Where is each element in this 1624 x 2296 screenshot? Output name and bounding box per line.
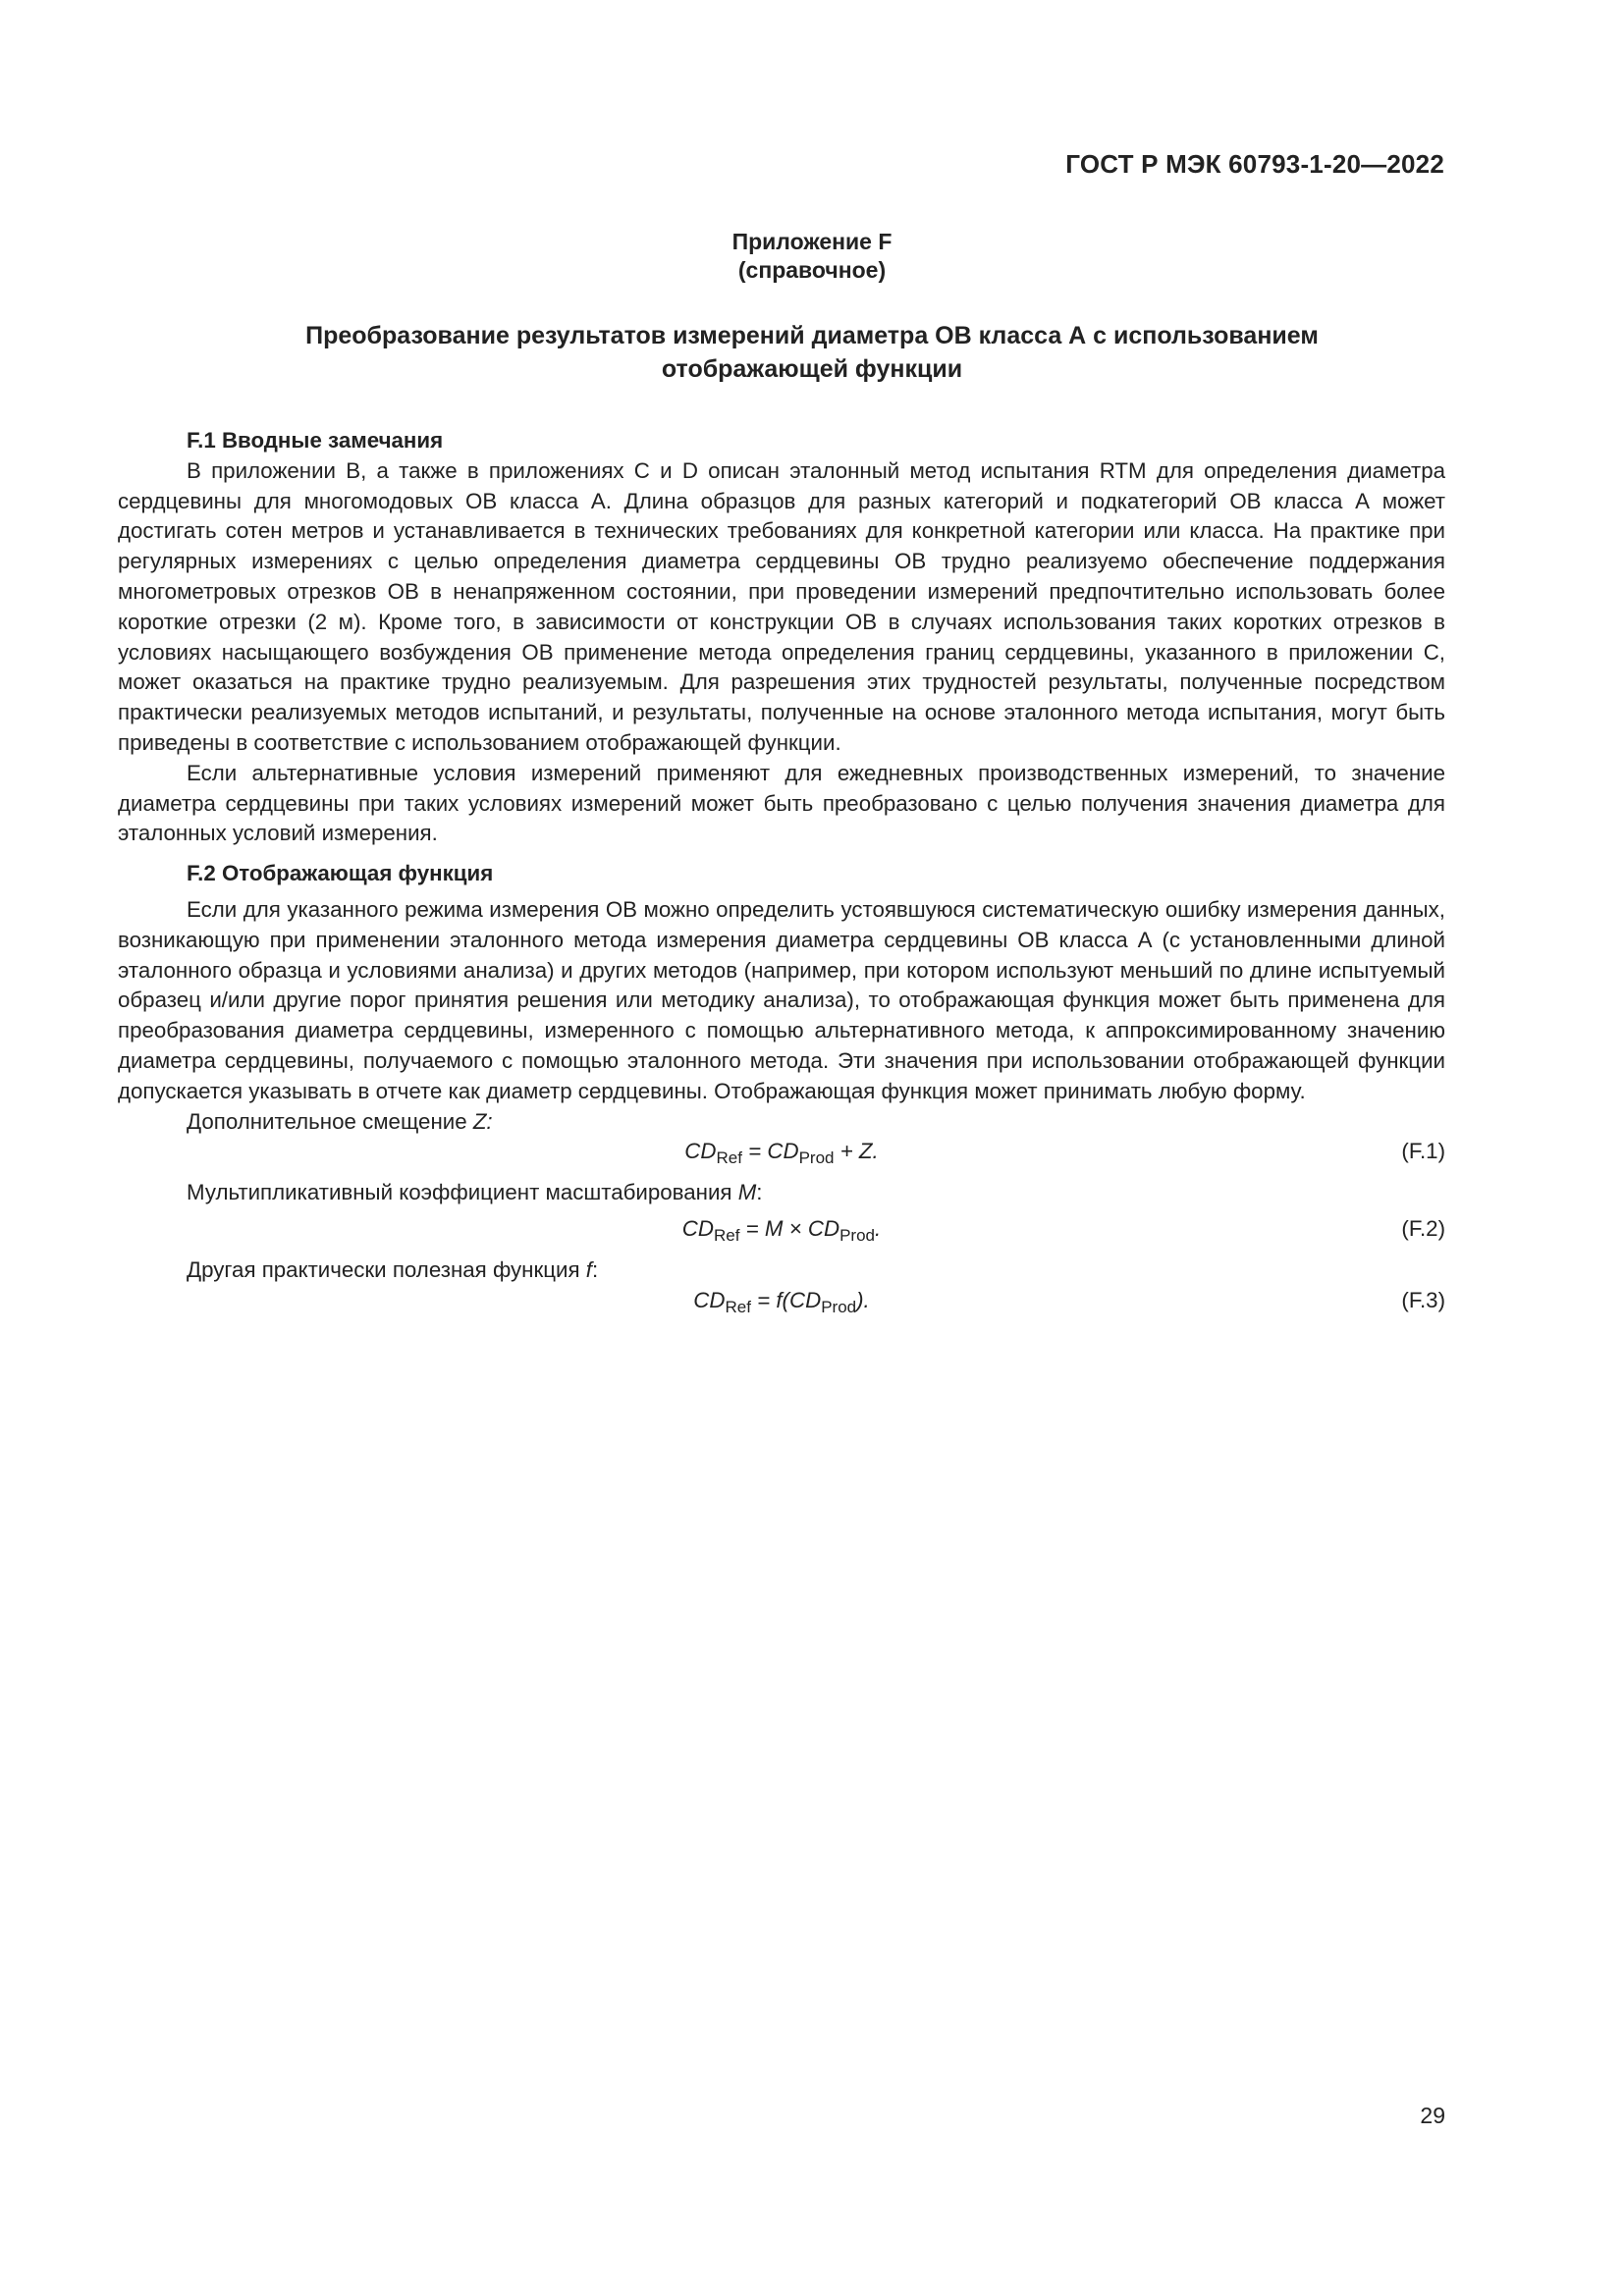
section-f1-paragraph-1: В приложении В, а также в приложениях С и D описан эталонный метод испытания RTM для определения диаметра сердцевины для многомодовых ОВ класса А. Длина образцов для разных категорий и подкатегорий ОВ класса А может достигать сотен метров и устанавливается в технических требованиях для конкретной категории или класса. На практике при регулярных измерениях с целью определения диаметра сердцевины ОВ трудно реализуемо обеспечение поддержания многометровых отрезков ОВ в ненапряженном состоянии, при проведении измерений предпочтительно использовать более короткие отрезки (2 м). Кроме того, в зависимости от конструкции ОВ в случаях использования таких коротких отрезков в условиях насыщающего возбуждения ОВ применение метода определения границ сердцевины, указанного в приложении С, может оказаться на практике трудно реализуемым. Для разрешения этих трудностей результаты, полученные посредством практически реализуемых методов испытаний, и результаты, полученные на основе эталонного метода испытания, могут быть приведены в соответствие с использованием отображающей функции. (118, 457, 1445, 755)
formula-2-rhs: CD (807, 1216, 840, 1242)
appendix-heading (0, 228, 1624, 285)
formula-2-operator: = M × (739, 1216, 808, 1242)
formula-2 (118, 1214, 1445, 1245)
formula-1-number: (F.1) (1401, 1139, 1445, 1164)
formula-3-intro-end: : (591, 1257, 599, 1283)
formula-3-number: (F.3) (1401, 1287, 1445, 1312)
formula-1-intro (118, 1107, 1445, 1138)
formula-1 (118, 1137, 1445, 1167)
formula-2-rhs-subscript: Prod (839, 1226, 876, 1246)
page-number: 29 (1420, 2103, 1445, 2128)
formula-2-number: (F.2) (1401, 1216, 1445, 1242)
formula-1-rhs: CD (767, 1139, 799, 1164)
formula-3-lhs-subscript: Ref (725, 1297, 751, 1316)
formula-3 (118, 1286, 1445, 1316)
formula-1-row (118, 1137, 1445, 1172)
formula-1-lhs: CD (684, 1139, 717, 1164)
formula-2-intro-end: : (756, 1180, 763, 1205)
formula-1-operator: = (741, 1139, 768, 1164)
formula-3-lhs: CD (693, 1287, 726, 1312)
formula-2-intro-text: Мультипликативный коэффициент масштабирования (187, 1180, 738, 1205)
section-f1-paragraph-2: Если альтернативные условия измерений применяют для ежедневных производственных измерений, то значение диаметра сердцевины при таких условиях измерений может быть преобразовано с целью получения значения диаметра для эталонных условий измерения. (118, 760, 1445, 846)
formula-3-operator: = f( (750, 1287, 789, 1312)
formula-2-row (118, 1214, 1445, 1250)
document-title (196, 319, 1428, 386)
formula-1-intro-text: Дополнительное смещение (187, 1108, 473, 1134)
formula-1-intro-variable: Z: (472, 1108, 493, 1134)
formula-2-intro (118, 1178, 1445, 1208)
document-title-line-1: Преобразование результатов измерений диаметра ОВ класса А с использованием (305, 322, 1319, 349)
section-f1-heading: F.1 Вводные замечания (187, 428, 444, 453)
formula-2-lhs-subscript: Ref (714, 1226, 740, 1246)
formula-2-lhs: CD (681, 1216, 714, 1242)
section-f2-heading: F.2 Отображающая функция (187, 861, 494, 886)
section-f2-paragraph-1: Если для указанного режима измерения ОВ можно определить устоявшуюся систематическую ошибку измерения данных, возникающую при применении эталонного метода измерения диаметра сердцевины ОВ класса А (с установленными длиной эталонного образца и условиями анализа) и других методов (например, при котором используют меньший по длине испытуемый образец и/или другие порог принятия решения или методику анализа), то отображающая функция может быть применена для преобразования диаметра сердцевины, измеренного с помощью альтернативного метода, к аппроксимированному значению диаметра сердцевины, получаемого с помощью эталонного метода. Эти значения при использовании отображающей функции допускается указывать в отчете как диаметр сердцевины. Отображающая функция может принимать любую форму. (118, 896, 1445, 1103)
formula-1-tail: + Z. (834, 1139, 879, 1164)
document-code: ГОСТ Р МЭК 60793-1-20—2022 (1065, 149, 1444, 179)
formula-3-intro-variable: f (585, 1257, 592, 1283)
formula-1-rhs-subscript: Prod (798, 1148, 835, 1168)
appendix-label: Приложение F (731, 229, 893, 254)
formula-3-rhs-subscript: Prod (821, 1297, 857, 1316)
appendix-type: (справочное) (737, 257, 887, 283)
formula-3-intro (118, 1255, 1445, 1286)
formula-3-tail: ). (856, 1287, 870, 1312)
document-title-line-2: отображающей функции (661, 355, 963, 383)
formula-3-row (118, 1286, 1445, 1321)
document-body (118, 426, 1445, 1321)
formula-2-tail: . (875, 1216, 882, 1242)
formula-3-rhs: CD (788, 1287, 822, 1312)
formula-1-lhs-subscript: Ref (716, 1148, 742, 1168)
formula-2-intro-variable: M (737, 1180, 757, 1205)
formula-3-intro-text: Другая практически полезная функция (187, 1257, 586, 1283)
